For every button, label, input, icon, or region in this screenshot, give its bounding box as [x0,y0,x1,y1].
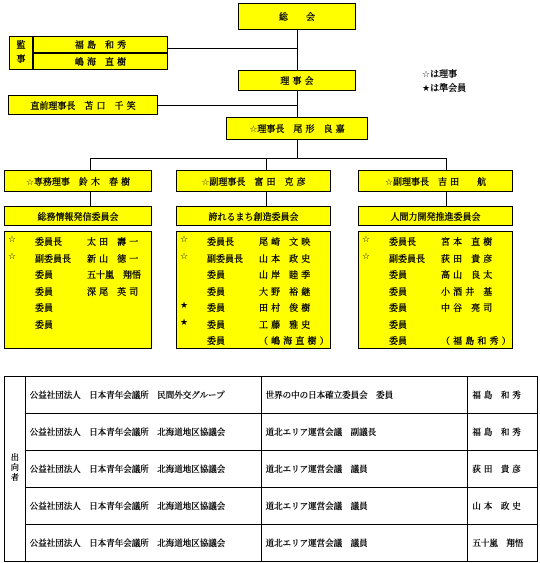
executive-director-box: ☆専務理事 鈴 木 春 樹 [4,170,152,192]
dispatch-post: 世界の中の日本確立委員会 委員 [261,377,468,414]
member-mark: ☆ [180,235,189,245]
member-role: 委員長 [207,238,235,248]
member-name: 田 村 俊 樹 [259,304,311,314]
member-role: 委員 [207,271,226,281]
member-name: 深 尾 英 司 [87,287,139,298]
past-chairman-box: 直前理事長 苫 口 千 笑 [8,95,158,115]
auditor-label-box: 監 事 [9,36,33,70]
member-row [177,265,330,283]
member-name: 五十嵐 翔悟 [87,271,142,281]
dispatch-post: 道北エリア運営会議 副議長 [261,414,468,451]
dispatch-org: 公益社団法人 日本青年会議所 民間外交グループ [25,377,261,414]
member-row [177,282,330,300]
member-mark: ☆ [8,235,17,245]
member-name: 宮 本 直 樹 [441,238,493,248]
line-chairman-down [297,140,298,158]
dispatch-org: 公益社団法人 日本青年会議所 北海道地区協議会 [25,488,261,525]
member-role: 委員 [35,271,54,281]
member-row [177,315,330,333]
member-row [5,315,151,333]
vice-chairman-1-box: ☆副理事長 富 田 克 彦 [176,170,331,192]
line-branch-left [90,158,91,170]
auditor-name-1: 福 島 和 秀 [33,36,168,53]
member-row [359,265,512,283]
vice-chairman-2-box: ☆副理事長 吉 田 航 [358,170,513,192]
line-right-to-committee [446,192,447,206]
member-row [359,315,512,333]
member-name: 中 谷 亮 司 [441,304,493,314]
member-role: 委員長 [35,238,63,248]
line-branch-right [446,158,447,170]
member-role: 委員 [207,320,226,331]
dispatch-org: 公益社団法人 日本青年会議所 北海道地区協議会 [25,451,261,488]
dispatch-table [4,376,538,562]
member-row [5,265,151,283]
member-row [177,249,330,267]
member-name: 山 岸 睦 季 [259,271,311,281]
member-name: 尾 崎 文 映 [259,238,311,248]
member-row [359,232,512,250]
member-row [5,249,151,267]
dispatch-name: 福 島 和 秀 [468,414,538,451]
member-name: （ 福 島 和 秀 ） [441,337,511,347]
line-left-to-committee [90,192,91,206]
dispatch-name: 五十嵐 翔悟 [468,525,538,562]
member-row [359,249,512,267]
member-row [177,298,330,316]
member-role: 委員 [35,287,54,298]
dispatch-post: 道北エリア運営会議 議員 [261,488,468,525]
member-role: 委員 [35,304,54,314]
member-row [5,282,151,300]
committee-title: 総務情報発信委員会 [4,206,152,226]
committee-panel [4,231,152,349]
dispatch-name: 福 島 和 秀 [468,377,538,414]
dispatch-name: 荻 田 貴 彦 [468,451,538,488]
member-name: 荻 田 貴 彦 [441,254,493,265]
member-name: 大 野 裕 継 [259,287,311,298]
member-row [359,282,512,300]
member-role: 委員 [207,287,226,298]
dispatch-post: 道北エリア運営会議 議員 [261,451,468,488]
member-name: 太 田 壽 一 [87,238,139,248]
member-role: 委員 [207,337,226,347]
member-mark: ★ [180,301,189,311]
dispatch-org: 公益社団法人 日本青年会議所 北海道地区協議会 [25,414,261,451]
line-general-to-board [297,30,298,70]
legend-associate: ★は準会員 [422,84,467,94]
member-role: 委員 [389,271,408,281]
dispatch-name: 山 本 政 史 [468,488,538,525]
committee-title: 人間力開発推進委員会 [358,206,513,226]
member-role: 委員 [389,304,408,314]
table-row [5,451,538,488]
member-name: 工 藤 雅 史 [259,320,311,331]
table-row [5,414,538,451]
line-branch-horizontal [90,158,447,159]
line-mid-to-committee [266,192,267,206]
committee-panel [176,231,331,349]
table-row [5,488,538,525]
line-past-chairman [158,105,298,106]
member-row [177,331,330,349]
member-role: 副委員長 [389,254,426,265]
member-role: 委員 [389,337,408,347]
member-role: 委員 [389,287,408,298]
line-board-to-chairman [297,91,298,117]
member-row [5,298,151,316]
member-role: 委員 [389,320,408,331]
member-row [359,298,512,316]
member-role: 副委員長 [207,254,244,265]
member-mark: ☆ [180,251,189,262]
dispatch-org: 公益社団法人 日本青年会議所 北海道地区協議会 [25,525,261,562]
chairman-box: ☆理事長 尾 形 良 嘉 [226,117,368,140]
member-row [5,232,151,250]
table-row [5,377,538,414]
line-branch-mid [266,158,267,170]
general-meeting-box: 総 会 [238,3,356,30]
member-name: 山 本 政 史 [259,254,311,265]
dispatch-label: 出向者 [5,377,26,562]
member-name: 新 山 徳 一 [87,254,139,265]
table-row [5,525,538,562]
auditor-name-2: 嶋 海 直 樹 [33,53,168,70]
member-mark: ☆ [362,235,371,245]
member-name: 高 山 良 太 [441,271,493,281]
legend-director: ☆は理事 [422,70,458,80]
committee-panel [358,231,513,349]
member-name: 小 酒 井 基 [441,287,493,298]
member-mark: ☆ [362,251,371,262]
line-auditor-to-trunk [168,48,298,49]
board-box: 理 事 会 [238,70,356,91]
member-role: 委員長 [389,238,417,248]
member-row [359,331,512,349]
member-row [177,232,330,250]
member-mark: ★ [180,317,189,328]
member-name: （ 嶋 海 直 樹 ） [259,337,329,347]
dispatch-post: 道北エリア運営会議 議員 [261,525,468,562]
member-role: 委員 [207,304,226,314]
member-mark: ☆ [8,251,17,262]
committee-title: 誇れるまち創造委員会 [176,206,331,226]
member-role: 副委員長 [35,254,72,265]
member-role: 委員 [35,320,54,331]
